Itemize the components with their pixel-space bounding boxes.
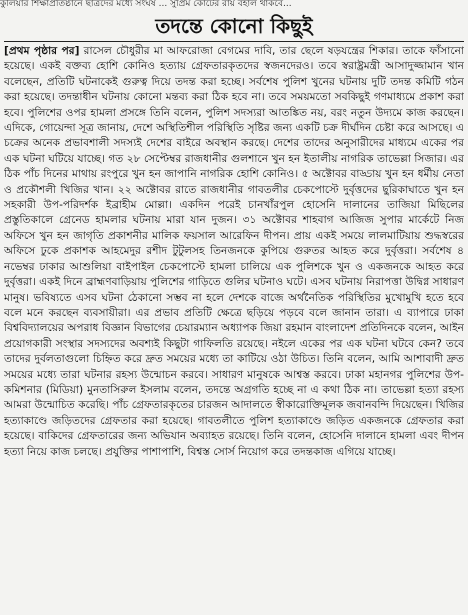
headline-divider (4, 41, 464, 42)
article-body-text: রাসেল চৌধুরীর মা আফরোজা বেগমের দাবি, তার ছেলে ষড়যন্ত্রের শিকার। তাকে ফাঁসানো হয়েছে। একই বক্তব্য হোশি কোনিও হত্যায় গ্রেফতারকৃতদের স্বজনদেরও। তবে স্বরাষ্ট্রমন্ত্রী আসাদুজ্জামান খান বলেছেন, প্রতিটি ঘটনাকেই গুরুত্ব দিয়ে তদন্ত করা হচ্ছে। সর্বশেষ পুলিশ খুনের ঘটনায় দুটি তদন্ত কমিটি গঠন করা হয়েছে। তদন্তাধীন ঘটনায় কোনো মন্তব্য করা ঠিক হবে না। তবে সময়মতো সবকিছুই গণমাধ্যমে প্রকাশ করা হবে। পুলিশের ওপর হামলা প্রসঙ্গে তিনি বলেন, পুলিশ সদস্যরা আতঙ্কিত নয়, বরং নতুন উদ্যমে কাজ করছেন। এদিকে, গোয়েন্দা সূত্র জানায়, দেশে অস্থিতিশীল পরিস্থিতি সৃষ্টির জন্য একটি চক্র দীর্ঘদিন চেষ্টা করে আসছে। এ চক্রের অনেক প্রভাবশালী সদস্যই দেশের বাইরে অবস্থান করছে। দেশের তাদের অনুসারীদের মাধ্যমে একের পর এক ঘটনা ঘটিয়ে যাচ্ছে। গত ২৮ সেপ্টেম্বর রাজধানীর গুলশানে খুন হন ইতালীয় নাগরিক তাভেল্লা সিজার। এর ঠিক পাঁচ দিনের মাথায় রংপুরে খুন হন জাপানি নাগরিক হোশি কোনিও। ৫ অক্টোবর বাড্ডায় খুন হন ধর্মীয় নেতা ও প্রকৌশলী খিজির খান। ২২ অক্টোবর রাতে রাজধানীর গাবতলীর চেকপোস্টে দুর্বৃত্তদের ছুরিকাঘাতে খুন হন সহকারী উপ-পরিদর্শক ইব্রাহীম মোল্লা। একদিন পরেই চানখাঁরপুল হোসেনি দালানের তাজিয়া মিছিলের প্রস্তুতিকালে গ্রেনেড হামলার ঘটনায় মারা যান দুজন। ৩১ অক্টোবর শাহবাগ আজিজ সুপার মার্কেটে নিজ অফিসে খুন হন জাগৃতি প্রকাশনীর মালিক ফয়সাল আরেফিন দীপন। প্রায় একই সময়ে লালমাটিয়ায় শুদ্ধস্বরের অফিসে ঢুকে প্রকাশক আহমেদুর রশীদ টুটুলসহ তিনজনকে কুপিয়ে গুরুতর আহত করে দুর্বৃত্তরা। সর্বশেষ ৪ নভেম্বর ঢাকার আশুলিয়া বাইপাইল চেকপোস্টে হামলা চালিয়ে এক পুলিশকে খুন ও একজনকে আহত করে দুর্বৃত্তরা। একই দিনে ব্রাহ্মণবাড়িয়ায় পুলিশের গাড়িতে গুলির ঘটনাও ঘটে। এসব ঘটনায় নিরাপত্তা উদ্বিগ্ন সাধারণ মানুষ। ভবিষ্যতে এসব ঘটনা ঠেকানো সম্ভব না হলে দেশকে বাজে অর্থনৈতিক পরিস্থিতির মুখোমুখি হতে হবে বলে মনে করছেন ব্যবসায়ীরা। এর প্রভাব প্রতিটি ক্ষেত্রে ছড়িয়ে পড়বে বলে জানান তারা। এ ব্যাপারে ঢাকা বিশ্ববিদ্যালয়ের অপরাধ বিজ্ঞান বিভাগের চেয়ারম্যান অধ্যাপক জিয়া রহমান বাংলাদেশ প্রতিদিনকে বলেন, আইন প্রয়োগকারী সংস্থার সদস্যদের অবশ্যই কিছুটা গাফিলতি রয়েছে। নইলে একের পর এক ঘটনা ঘটবে কেন? তবে তাদের দুর্বলতাগুলো চিহ্নিত করে দ্রুত সময়ের মধ্যে তা কাটিয়ে ওঠা উচিত। তিনি বলেন, আমি আশাবাদী দ্রুত সময়ের মধ্যে তারা ঘটনার রহস্য উন্মোচন করবে। সাধারণ মানুষকে আশ্বস্ত করবে। ঢাকা মহানগর পুলিশের উপ-কমিশনার (মিডিয়া) মুনতাসিরুল ইসলাম বলেন, তদন্তে অগ্রগতি হচ্ছে না এ কথা ঠিক না। তাভেল্লা হত্যা রহস্য আমরা উন্মোচিত করেছি। পাঁচ গ্রেফতারকৃতের চারজন আদালতে স্বীকারোক্তিমূলক জবানবন্দি দিয়েছেন। খিজির হত্যাকাণ্ডে জড়িতদের গ্রেফতার করা হয়েছে। গাবতলীতে পুলিশ হত্যাকাণ্ডে জড়িত একজনকে গ্রেফতার করা হয়েছে। বাকিদের গ্রেফতারের জন্য অভিযান অব্যাহত রয়েছে। তিনি বলেন, হোসেনি দালানে হামলা এবং দীপন হত্যা নিয়ে কাজ চলছে। প্রযুক্তির পাশাপাশি, বিশ্বস্ত সোর্স নিয়োগ করে তদন্তকাজ এগিয়ে যাচ্ছে। (4, 45, 464, 458)
article-body (4, 44, 464, 612)
continuation-label: [প্রথম পৃষ্ঠার পর] (4, 45, 80, 57)
previous-article-strip: কুলিয়ার শিক্ষাপ্রতিষ্ঠানে ছাত্রদের মধ্যে সংঘর্ষ ... সুপ্রিম কোর্টের রায় বহাল থাকবে... (0, 0, 292, 8)
article-headline: তদন্তে কোনো কিছুই (155, 14, 313, 38)
